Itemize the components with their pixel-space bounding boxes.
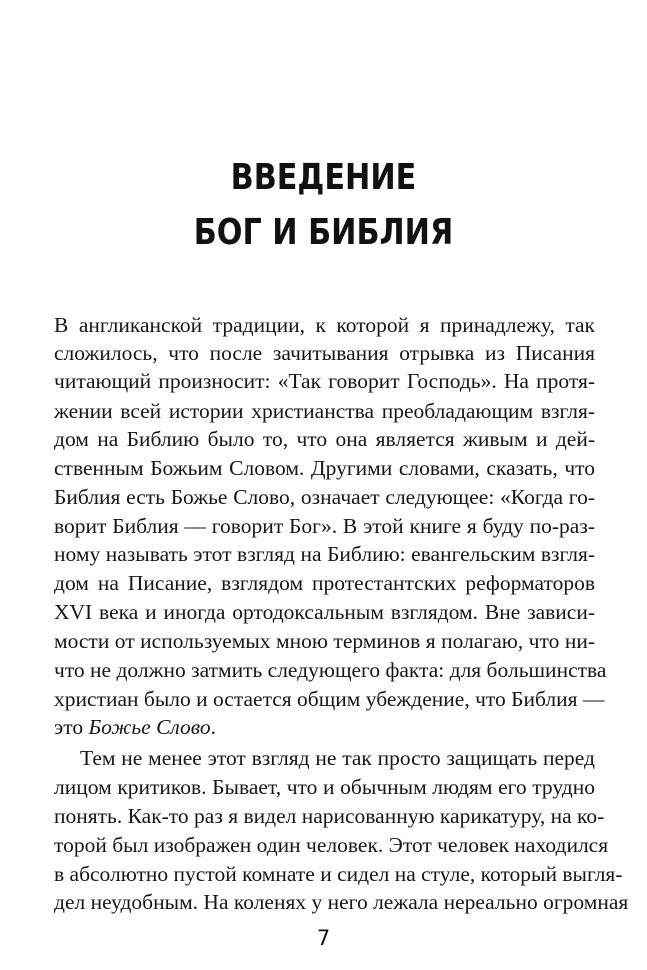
text-line: в абсолютно пустой комнате и сидел на стуле, который выгля-	[54, 862, 623, 886]
text-line: дом на Библию было то, что она является живым и дей-	[54, 427, 595, 451]
text-line: Библия есть Божье Слово, означает следующее: «Когда го-	[54, 485, 595, 509]
text-line: В англиканской традиции, к которой я принадлежу, так	[54, 313, 595, 337]
chapter-subtitle: БОГ И БИБЛИЯ	[193, 212, 454, 253]
text-line: понять. Как-то раз я видел нарисованную карикатуру, на ко-	[54, 804, 605, 828]
text-line: торой был изображен один человек. Этот человек находился	[54, 833, 609, 857]
text-line: дом на Писание, взглядом протестантских реформаторов	[54, 571, 595, 595]
text-line	[54, 713, 595, 741]
text-line: читающий произносит: «Так говорит Господь». На протя-	[54, 369, 595, 393]
chapter-title: ВВЕДЕНИЕ	[230, 157, 417, 198]
text-line: дел неудобным. На коленях у него лежала нереально огромная	[54, 890, 629, 914]
text-line: лицом критиков. Бывает, что и обычным людям его трудно	[54, 775, 595, 799]
text-line: Тем не менее этот взгляд не так просто защищать перед	[80, 746, 595, 770]
text-span: .	[210, 715, 216, 739]
text-line: ному называть этот взгляд на Библию: евангельским взгля-	[54, 542, 595, 566]
text-line: ворит Библия — говорит Бог». В этой книге я буду по-раз-	[54, 514, 595, 538]
italic-phrase: Божье Слово	[88, 715, 211, 739]
text-line: христиан было и остается общим убеждение, что Библия —	[54, 687, 605, 711]
text-line: сложилось, что после зачитывания отрывка из Писания	[54, 341, 595, 365]
text-line: что не должно затмить следующего факта: для большинства	[54, 658, 607, 682]
page-number: 7	[316, 926, 331, 950]
text-line: XVI века и иногда ортодоксальным взглядом. Вне зависи-	[54, 600, 595, 624]
text-line: жении всей истории христианства преобладающим взгля-	[54, 399, 595, 423]
text-span: это	[54, 715, 89, 739]
text-line: ственным Божьим Словом. Другими словами, сказать, что	[54, 456, 595, 480]
text-line: мости от используемых мною терминов я полагаю, что ни-	[54, 629, 595, 653]
